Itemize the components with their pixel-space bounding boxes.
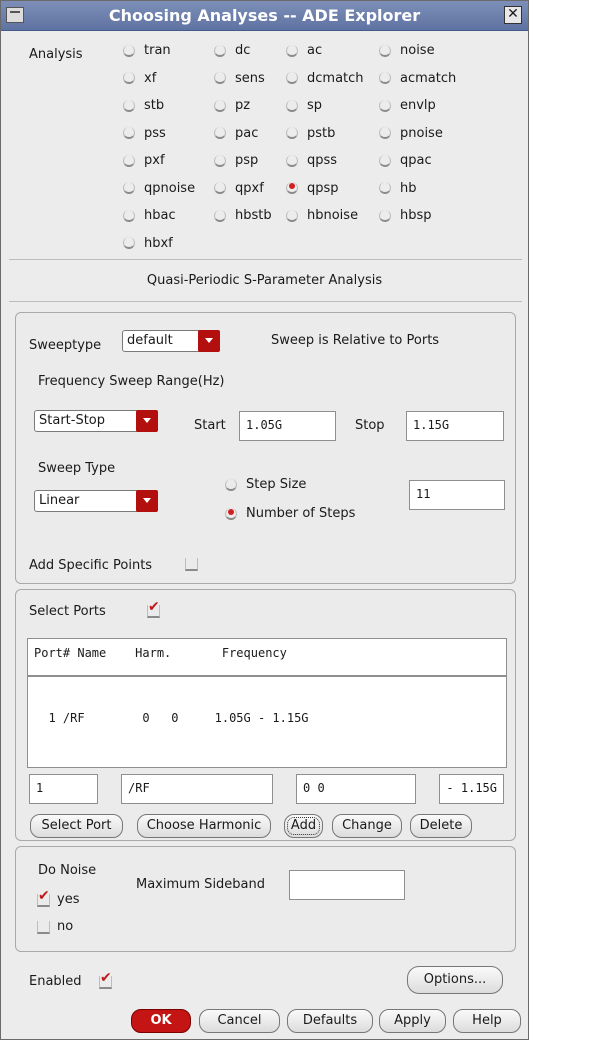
analysis-option-label: noise bbox=[400, 43, 435, 58]
analysis-radio-noise[interactable] bbox=[379, 43, 435, 58]
ports-table-header: Port# Name Harm. Frequency bbox=[27, 638, 507, 676]
radio-icon bbox=[379, 72, 391, 84]
analysis-option-label: hbac bbox=[144, 208, 176, 223]
radio-icon bbox=[214, 72, 226, 84]
do-noise-label: Do Noise bbox=[38, 863, 97, 878]
radio-icon bbox=[379, 45, 391, 57]
number-of-steps-input[interactable]: 11 bbox=[409, 480, 505, 510]
select-port-button[interactable]: Select Port bbox=[30, 814, 123, 838]
analysis-option-label: hbnoise bbox=[307, 208, 359, 223]
analysis-radio-psp[interactable] bbox=[214, 153, 258, 168]
analysis-radio-hbnoise[interactable] bbox=[286, 208, 358, 223]
analysis-radio-qpss[interactable] bbox=[286, 153, 337, 168]
analysis-radio-hbstb[interactable] bbox=[214, 208, 272, 223]
analysis-option-label: pxf bbox=[144, 153, 165, 168]
stop-label: Stop bbox=[355, 418, 385, 433]
analysis-heading: Quasi-Periodic S-Parameter Analysis bbox=[146, 273, 383, 288]
analysis-option-label: qpss bbox=[307, 153, 338, 168]
analysis-radio-sp[interactable] bbox=[286, 98, 322, 113]
analysis-option-label: qpnoise bbox=[144, 180, 196, 196]
analysis-option-label: xf bbox=[144, 70, 157, 86]
add-points-checkbox[interactable] bbox=[185, 558, 198, 571]
radio-icon bbox=[123, 182, 135, 194]
close-icon[interactable]: ✕ bbox=[504, 6, 522, 24]
defaults-button[interactable]: Defaults bbox=[287, 1009, 373, 1033]
ports-table[interactable] bbox=[27, 676, 507, 768]
analysis-option-label: ac bbox=[307, 43, 323, 58]
radio-icon bbox=[123, 237, 135, 249]
analysis-option-label: tran bbox=[144, 43, 171, 58]
analysis-radio-hbac[interactable] bbox=[123, 208, 176, 223]
range-mode-value: Start-Stop bbox=[39, 413, 106, 428]
analysis-option-label: pss bbox=[144, 125, 166, 141]
analysis-option-label: hbxf bbox=[144, 235, 173, 251]
analysis-radio-pz[interactable] bbox=[214, 98, 250, 113]
analysis-radio-qpnoise[interactable] bbox=[123, 181, 195, 196]
select-ports-checkbox[interactable] bbox=[147, 605, 160, 618]
analysis-radio-pnoise[interactable] bbox=[379, 126, 443, 141]
table-row[interactable]: 1 /RF 0 0 1.05G - 1.15G bbox=[34, 711, 309, 725]
radio-icon bbox=[214, 45, 226, 57]
radio-icon bbox=[123, 100, 135, 112]
analysis-option-label: hbstb bbox=[235, 208, 272, 223]
radio-icon bbox=[379, 100, 391, 112]
apply-button[interactable]: Apply bbox=[379, 1009, 446, 1033]
title-bar[interactable] bbox=[1, 1, 528, 31]
radio-icon bbox=[225, 508, 237, 520]
analysis-radio-stb[interactable] bbox=[123, 98, 164, 113]
radio-icon bbox=[123, 155, 135, 167]
cancel-button[interactable]: Cancel bbox=[199, 1009, 280, 1033]
radio-icon bbox=[286, 127, 298, 139]
analysis-radio-qpsp[interactable] bbox=[286, 181, 339, 196]
radio-icon bbox=[286, 155, 298, 167]
analysis-label: Analysis bbox=[29, 47, 83, 62]
radio-icon bbox=[286, 100, 298, 112]
radio-icon bbox=[286, 45, 298, 57]
radio-icon bbox=[123, 45, 135, 57]
radio-icon bbox=[214, 182, 226, 194]
analysis-radio-dc[interactable] bbox=[214, 43, 250, 58]
chevron-down-icon bbox=[136, 410, 158, 432]
analysis-option-label: pstb bbox=[307, 125, 336, 141]
choose-harmonic-button[interactable]: Choose Harmonic bbox=[137, 814, 271, 838]
sweeptype-dropdown[interactable] bbox=[122, 330, 220, 352]
delete-button[interactable]: Delete bbox=[410, 814, 472, 838]
add-button[interactable]: Add bbox=[284, 814, 323, 838]
sweeptype-value: default bbox=[127, 333, 173, 348]
analysis-radio-tran[interactable] bbox=[123, 43, 171, 58]
step-size-label: Step Size bbox=[246, 477, 307, 492]
radio-icon bbox=[286, 72, 298, 84]
radio-icon bbox=[214, 155, 226, 167]
analysis-radio-pac[interactable] bbox=[214, 126, 258, 141]
sweep-type-value: Linear bbox=[39, 493, 80, 508]
analysis-option-label: dc bbox=[235, 43, 251, 58]
radio-icon bbox=[379, 182, 391, 194]
radio-icon bbox=[286, 210, 298, 222]
number-of-steps-label: Number of Steps bbox=[246, 506, 356, 521]
analysis-radio-hbxf[interactable] bbox=[123, 236, 173, 251]
analysis-radio-hbsp[interactable] bbox=[379, 208, 432, 223]
noise-yes-checkbox[interactable] bbox=[37, 894, 50, 907]
radio-icon bbox=[123, 127, 135, 139]
options-button[interactable]: Options... bbox=[407, 966, 503, 994]
analysis-option-label: sp bbox=[307, 98, 323, 113]
enabled-label: Enabled bbox=[29, 974, 82, 989]
port-name-input[interactable]: /RF bbox=[121, 774, 273, 804]
ok-button[interactable]: OK bbox=[131, 1009, 191, 1033]
analysis-option-label: pnoise bbox=[400, 125, 443, 141]
radio-icon bbox=[214, 210, 226, 222]
radio-icon bbox=[286, 182, 298, 194]
analysis-radio-pss[interactable] bbox=[123, 126, 166, 141]
radio-icon bbox=[214, 100, 226, 112]
analysis-option-label: hb bbox=[400, 180, 417, 196]
radio-icon bbox=[379, 155, 391, 167]
analysis-radio-sens[interactable] bbox=[214, 71, 265, 86]
divider bbox=[9, 301, 522, 302]
start-label: Start bbox=[194, 418, 226, 433]
noise-group bbox=[15, 846, 516, 952]
analysis-radio-pstb[interactable] bbox=[286, 126, 335, 141]
noise-no-label: no bbox=[57, 919, 74, 934]
sweep-relative-note: Sweep is Relative to Ports bbox=[271, 333, 440, 348]
analysis-option-label: sens bbox=[235, 70, 265, 86]
analysis-option-label: stb bbox=[144, 98, 165, 113]
analysis-radio-qpxf[interactable] bbox=[214, 181, 264, 196]
analysis-radio-dcmatch[interactable] bbox=[286, 71, 364, 86]
analysis-radio-envlp[interactable] bbox=[379, 98, 436, 113]
range-mode-dropdown[interactable] bbox=[34, 410, 158, 432]
chevron-down-icon bbox=[198, 330, 220, 352]
sweep-type-dropdown[interactable] bbox=[34, 490, 158, 512]
chevron-down-icon bbox=[136, 490, 158, 512]
change-button[interactable]: Change bbox=[332, 814, 402, 838]
radio-icon bbox=[214, 127, 226, 139]
radio-icon bbox=[123, 210, 135, 222]
analysis-option-label: dcmatch bbox=[307, 70, 364, 86]
analysis-radio-qpac[interactable] bbox=[379, 153, 432, 168]
window-title: Choosing Analyses -- ADE Explorer bbox=[108, 6, 421, 25]
analysis-option-label: pac bbox=[235, 125, 259, 141]
frequency-range-label: Frequency Sweep Range(Hz) bbox=[38, 374, 225, 389]
analysis-radio-acmatch[interactable] bbox=[379, 71, 456, 86]
harmonic-input[interactable]: 0 0 bbox=[296, 774, 416, 804]
analysis-option-label: qpac bbox=[400, 153, 432, 168]
max-sideband-input[interactable] bbox=[289, 870, 405, 900]
analysis-radio-ac[interactable] bbox=[286, 43, 322, 58]
step-size-radio[interactable] bbox=[225, 477, 306, 492]
frequency-input[interactable]: - 1.15G bbox=[439, 774, 504, 804]
sweep-type-label: Sweep Type bbox=[38, 461, 116, 476]
start-input[interactable]: 1.05G bbox=[239, 411, 336, 441]
analysis-radio-hb[interactable] bbox=[379, 181, 417, 196]
radio-icon bbox=[123, 72, 135, 84]
analysis-option-label: hbsp bbox=[400, 208, 432, 223]
radio-icon bbox=[225, 479, 237, 491]
analysis-option-label: qpsp bbox=[307, 180, 339, 196]
port-number-input[interactable]: 1 bbox=[29, 774, 98, 804]
noise-no-checkbox[interactable] bbox=[37, 921, 50, 934]
max-sideband-label: Maximum Sideband bbox=[136, 877, 266, 892]
analysis-option-label: qpxf bbox=[235, 180, 264, 196]
analysis-option-label: acmatch bbox=[400, 70, 457, 86]
add-points-label: Add Specific Points bbox=[29, 558, 153, 573]
analysis-option-label: pz bbox=[235, 98, 251, 113]
divider bbox=[9, 259, 522, 260]
sweeptype-label: Sweeptype bbox=[29, 338, 102, 353]
help-button[interactable]: Help bbox=[453, 1009, 521, 1033]
analysis-radio-xf[interactable] bbox=[123, 71, 156, 86]
analysis-option-label: psp bbox=[235, 153, 259, 168]
enabled-checkbox[interactable] bbox=[99, 976, 112, 989]
radio-icon bbox=[379, 210, 391, 222]
number-of-steps-radio[interactable] bbox=[225, 506, 355, 521]
stop-input[interactable]: 1.15G bbox=[406, 411, 504, 441]
analysis-option-label: envlp bbox=[400, 98, 436, 113]
radio-icon bbox=[379, 127, 391, 139]
analysis-radio-pxf[interactable] bbox=[123, 153, 165, 168]
select-ports-label: Select Ports bbox=[29, 604, 106, 619]
noise-yes-label: yes bbox=[57, 892, 80, 907]
